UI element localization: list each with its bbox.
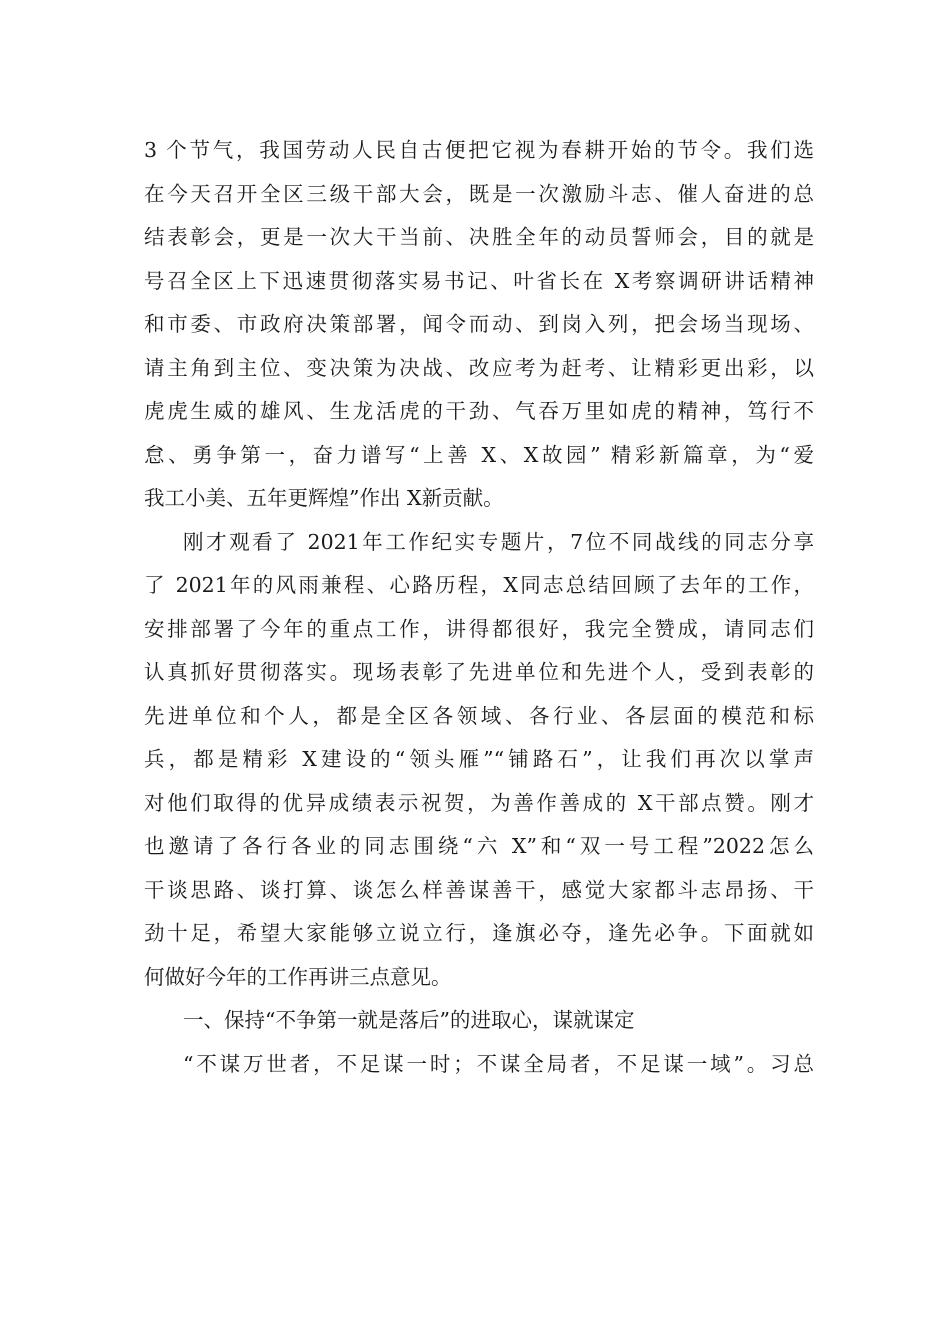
text-line: 我工小美、五年更辉煌”作出 X新贡献。 xyxy=(144,486,504,510)
text-line: 何做好今年的工作再讲三点意见。 xyxy=(144,964,452,989)
paragraph xyxy=(144,521,814,1000)
paragraph xyxy=(144,129,814,521)
text-line: 安排部署了今年的重点工作，讲得都很好，我完全赞成，请同志们 xyxy=(144,616,814,641)
text-line: 和市委、市政府决策部署，闻令而动、到岗入列，把会场当现场、 xyxy=(144,312,814,336)
text-line: 干谈思路、谈打算、谈怎么样善谋善干，感觉大家都斗志昂扬、干 xyxy=(144,877,814,902)
text-line: 号召全区上下迅速贯彻落实易书记、叶省长在 X考察调研讲话精神 xyxy=(144,268,814,293)
text-line: 对他们取得的优异成绩表示祝贺，为善作善成的 X干部点赞。刚才 xyxy=(144,790,814,815)
text-line: 了 2021年的风雨兼程、心路历程，X同志总结回顾了去年的工作， xyxy=(144,573,814,597)
paragraph xyxy=(144,1043,814,1087)
document-body xyxy=(144,129,814,1086)
text-line: 请主角到主位、变决策为决战、改应考为赶考、让精彩更出彩，以 xyxy=(144,355,814,380)
text-line: 刚才观看了 2021年工作纪实专题片，7位不同战线的同志分享 xyxy=(183,529,814,554)
text-line: “不谋万世者，不足谋一时；不谋全局者，不足谋一域”。习总 xyxy=(183,1051,814,1076)
text-line: 也邀请了各行各业的同志围绕“六 X”和“双一号工程”2022怎么 xyxy=(144,834,814,858)
text-line: 怠、勇争第一，奋力谱写“上善 X、X故园” 精彩新篇章，为“爱 xyxy=(144,442,814,467)
text-line: 结表彰会，更是一次大干当前、决胜全年的动员誓师会，目的就是 xyxy=(144,225,814,249)
text-line: 兵，都是精彩 X建设的“领头雁”“铺路石”，让我们再次以掌声 xyxy=(144,747,814,771)
text-line: 认真抓好贯彻落实。现场表彰了先进单位和先进个人，受到表彰的 xyxy=(144,660,814,684)
text-line: 一、保持“不争第一就是落后”的进取心，谋就谋定 xyxy=(183,1008,635,1032)
text-line: 在今天召开全区三级干部大会，既是一次激励斗志、催人奋进的总 xyxy=(144,181,814,206)
text-line: 劲十足，希望大家能够立说立行，逢旗必夺，逢先必争。下面就如 xyxy=(144,921,814,945)
text-line: 先进单位和个人，都是全区各领域、各行业、各层面的模范和标 xyxy=(144,703,814,728)
text-line: 3 个节气，我国劳动人民自古便把它视为春耕开始的节令。我们选 xyxy=(144,138,814,162)
text-line: 虎虎生威的雄风、生龙活虎的干劲、气吞万里如虎的精神，笃行不 xyxy=(144,399,814,423)
paragraph xyxy=(144,999,814,1043)
